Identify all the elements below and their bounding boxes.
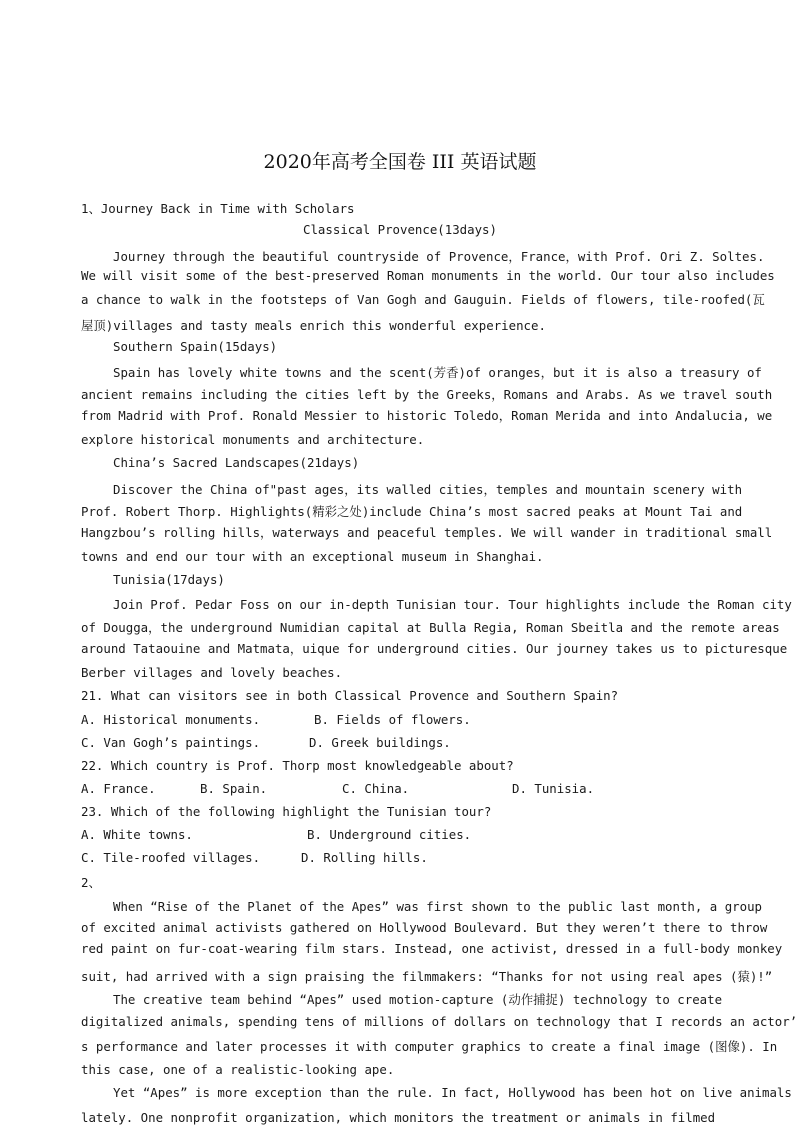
question-23-option-c: C. Tile-roofed villages. bbox=[81, 850, 261, 865]
question-21-stem: 21. What can visitors see in both Classical Provence and Southern Spain? bbox=[81, 688, 619, 703]
spain-line: explore historical monuments and architecture. bbox=[81, 432, 425, 447]
tunisia-line: of Dougga，the underground Numidian capital at Bulla Regia, Roman Sbeitla and the remote areas bbox=[81, 620, 780, 635]
question-22-stem: 22. Which country is Prof. Thorp most knowledgeable about? bbox=[81, 758, 514, 773]
passage-1-subtitle: Classical Provence(13days) bbox=[303, 222, 497, 237]
apes-line: this case, one of a realistic-looking ape. bbox=[81, 1062, 395, 1077]
china-heading: China’s Sacred Landscapes(21days) bbox=[113, 455, 360, 470]
passage-2-header: 2、 bbox=[81, 875, 101, 890]
china-line: Prof. Robert Thorp. Highlights(精彩之处)include China’s most sacred peaks at Mount Tai and bbox=[81, 504, 743, 519]
provence-line: a chance to walk in the footsteps of Van Gogh and Gauguin. Fields of flowers, tile-roofed(瓦 bbox=[81, 292, 765, 307]
question-22-option-c: C. China. bbox=[342, 781, 410, 796]
tunisia-line: around Tataouine and Matmata，uique for underground cities. Our journey takes us to picturesque bbox=[81, 641, 788, 656]
tunisia-line: Berber villages and lovely beaches. bbox=[81, 665, 343, 680]
apes-line: of excited animal activists gathered on Hollywood Boulevard. But they weren’t there to throw bbox=[81, 920, 768, 935]
apes-line: s performance and later processes it with computer graphics to create a final image (图像). In bbox=[81, 1039, 778, 1054]
question-21-option-c: C. Van Gogh’s paintings. bbox=[81, 735, 261, 750]
page-title: 2020年高考全国卷 III 英语试题 bbox=[263, 151, 537, 173]
question-21-option-b: B. Fields of flowers. bbox=[314, 712, 471, 727]
provence-line: 屋顶)villages and tasty meals enrich this wonderful experience. bbox=[81, 318, 546, 333]
question-23-option-d: D. Rolling hills. bbox=[301, 850, 428, 865]
apes-line: The creative team behind “Apes” used motion-capture (动作捕捉) technology to create bbox=[113, 992, 723, 1007]
china-line: Hangzbou’s rolling hills，waterways and peaceful temples. We will wander in traditional small bbox=[81, 525, 773, 540]
spain-line: from Madrid with Prof. Ronald Messier to historic Toledo，Roman Merida and into Andalucia, we bbox=[81, 408, 773, 423]
question-21-option-d: D. Greek buildings. bbox=[309, 735, 451, 750]
apes-line: lately. One nonprofit organization, which monitors the treatment or animals in filmed bbox=[81, 1110, 716, 1125]
tunisia-line: Join Prof. Pedar Foss on our in-depth Tunisian tour. Tour highlights include the Roman city bbox=[113, 597, 792, 612]
apes-line: digitalized animals, spending tens of millions of dollars on technology that I records an actor’ bbox=[81, 1014, 798, 1029]
apes-line: Yet “Apes” is more exception than the rule. In fact, Hollywood has been hot on live animals bbox=[113, 1085, 792, 1100]
spain-line: ancient remains including the cities left by the Greeks，Romans and Arabs. As we travel south bbox=[81, 387, 773, 402]
apes-line: red paint on fur-coat-wearing film stars. Instead, one activist, dressed in a full-body monkey bbox=[81, 941, 783, 956]
question-23-option-b: B. Underground cities. bbox=[307, 827, 472, 842]
china-line: Discover the China of"past ages，its walled cities，temples and mountain scenery with bbox=[113, 482, 743, 497]
spain-line: Spain has lovely white towns and the scent(芳香)of oranges，but it is also a treasury of bbox=[113, 365, 762, 380]
question-22-option-a: A. France. bbox=[81, 781, 156, 796]
provence-line: We will visit some of the best-preserved Roman monuments in the world. Our tour also includes bbox=[81, 268, 775, 283]
spain-heading: Southern Spain(15days) bbox=[113, 339, 278, 354]
question-22-option-b: B. Spain. bbox=[200, 781, 268, 796]
question-23-option-a: A. White towns. bbox=[81, 827, 193, 842]
apes-line: When “Rise of the Planet of the Apes” was first shown to the public last month, a group bbox=[113, 899, 763, 914]
question-22-option-d: D. Tunisia. bbox=[512, 781, 595, 796]
china-line: towns and end our tour with an exceptional museum in Shanghai. bbox=[81, 549, 544, 564]
passage-1-header: 1、Journey Back in Time with Scholars bbox=[81, 201, 355, 216]
apes-line: suit, had arrived with a sign praising the filmmakers: “Thanks for not using real apes (猿)!” bbox=[81, 969, 773, 984]
tunisia-heading: Tunisia(17days) bbox=[113, 572, 225, 587]
provence-line: Journey through the beautiful countryside of Provence，France，with Prof. Ori Z. Soltes. bbox=[113, 249, 765, 264]
question-23-stem: 23. Which of the following highlight the Tunisian tour? bbox=[81, 804, 492, 819]
question-21-option-a: A. Historical monuments. bbox=[81, 712, 261, 727]
